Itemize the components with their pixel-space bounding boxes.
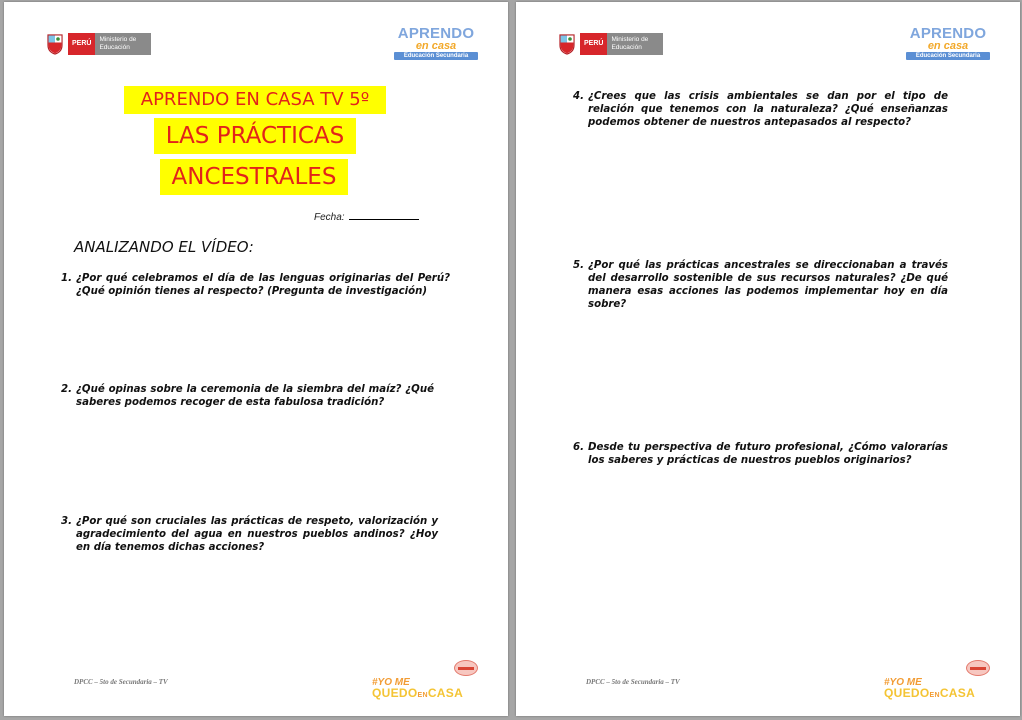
question-number: 2.: [61, 384, 72, 395]
minedu-logo: [46, 32, 151, 56]
footer-text: DPCC – 5to de Secundaria – TV: [74, 678, 168, 686]
aprendo-en-casa-logo: [906, 26, 990, 60]
question-text: ¿Por qué las prácticas ancestrales se direccionaban a través del desarrollo sostenible de sus recursos naturales? ¿De qué manera esas acciones las podemos implementar hoy en día sobre?: [588, 260, 948, 310]
yome-line-1: #YO ME: [372, 677, 410, 688]
section-heading: ANALIZANDO EL VÍDEO:: [74, 238, 254, 256]
question-text: ¿Crees que las crisis ambientales se dan por el tipo de relación que tenemos con la naturaleza? ¿Qué enseñanzas podemos obtener de nuestros antepasados al respecto?: [588, 91, 948, 128]
document-page-1: [4, 2, 508, 716]
question-5: [573, 259, 948, 311]
badge-icon: [454, 660, 478, 676]
yome-quedo: QUEDO: [884, 686, 930, 700]
yo-me-quedo-en-casa-logo: [884, 660, 1000, 702]
question-6: [573, 441, 948, 467]
question-number: 5.: [573, 260, 584, 271]
title-line-2: LAS PRÁCTICAS: [154, 118, 356, 154]
question-1: [61, 272, 450, 298]
ministry-label: Ministerio de Educación: [95, 33, 151, 55]
peru-label: PERÚ: [580, 33, 607, 55]
aprendo-level: Educación Secundaria: [394, 52, 478, 60]
yome-en: EN: [929, 692, 940, 699]
aprendo-title: APRENDO: [397, 25, 475, 42]
yome-quedo: QUEDO: [372, 686, 418, 700]
ministry-label: Ministerio de Educación: [607, 33, 663, 55]
yome-line-1: #YO ME: [884, 677, 922, 688]
question-text: Desde tu perspectiva de futuro profesional, ¿Cómo valorarías los saberes y prácticas de nuestros pueblos originarios?: [588, 442, 948, 466]
question-number: 4.: [573, 91, 584, 102]
question-number: 1.: [61, 273, 72, 284]
yome-casa: CASA: [939, 686, 976, 700]
title-line-3: ANCESTRALES: [160, 159, 348, 195]
peru-label: PERÚ: [68, 33, 95, 55]
question-text: ¿Qué opinas sobre la ceremonia de la siembra del maíz? ¿Qué saberes podemos recoger de esta fabulosa tradición?: [76, 384, 434, 408]
date-field[interactable]: [314, 210, 419, 223]
question-4: [573, 90, 948, 129]
aprendo-level: Educación Secundaria: [906, 52, 990, 60]
minedu-logo: [558, 32, 663, 56]
aprendo-subtitle: en casa: [415, 40, 457, 52]
peru-shield-icon: [46, 33, 64, 55]
badge-icon: [966, 660, 990, 676]
yome-line-2: [884, 686, 975, 700]
aprendo-subtitle: en casa: [927, 40, 969, 52]
yome-casa: CASA: [427, 686, 464, 700]
aprendo-en-casa-logo: [394, 26, 478, 60]
question-2: [61, 383, 434, 409]
question-text: ¿Por qué celebramos el día de las lenguas originarias del Perú? ¿Qué opinión tienes al respecto? (Pregunta de investigación): [76, 273, 450, 297]
footer-text: DPCC – 5to de Secundaria – TV: [586, 678, 680, 686]
question-text: ¿Por qué son cruciales las prácticas de respeto, valorización y agradecimiento del agua en nuestros pueblos andinos? ¿Hoy en día tenemos dichas acciones?: [76, 516, 438, 553]
yo-me-quedo-en-casa-logo: [372, 660, 488, 702]
date-label: Fecha:: [314, 212, 345, 223]
question-number: 3.: [61, 516, 72, 527]
peru-shield-icon: [558, 33, 576, 55]
document-page-2: [516, 2, 1020, 716]
date-blank-line[interactable]: [349, 210, 419, 220]
yome-en: EN: [417, 692, 428, 699]
title-line-1: APRENDO EN CASA TV 5º: [124, 86, 386, 114]
yome-line-2: [372, 686, 463, 700]
aprendo-title: APRENDO: [909, 25, 987, 42]
question-number: 6.: [573, 442, 584, 453]
question-3: [61, 515, 438, 554]
